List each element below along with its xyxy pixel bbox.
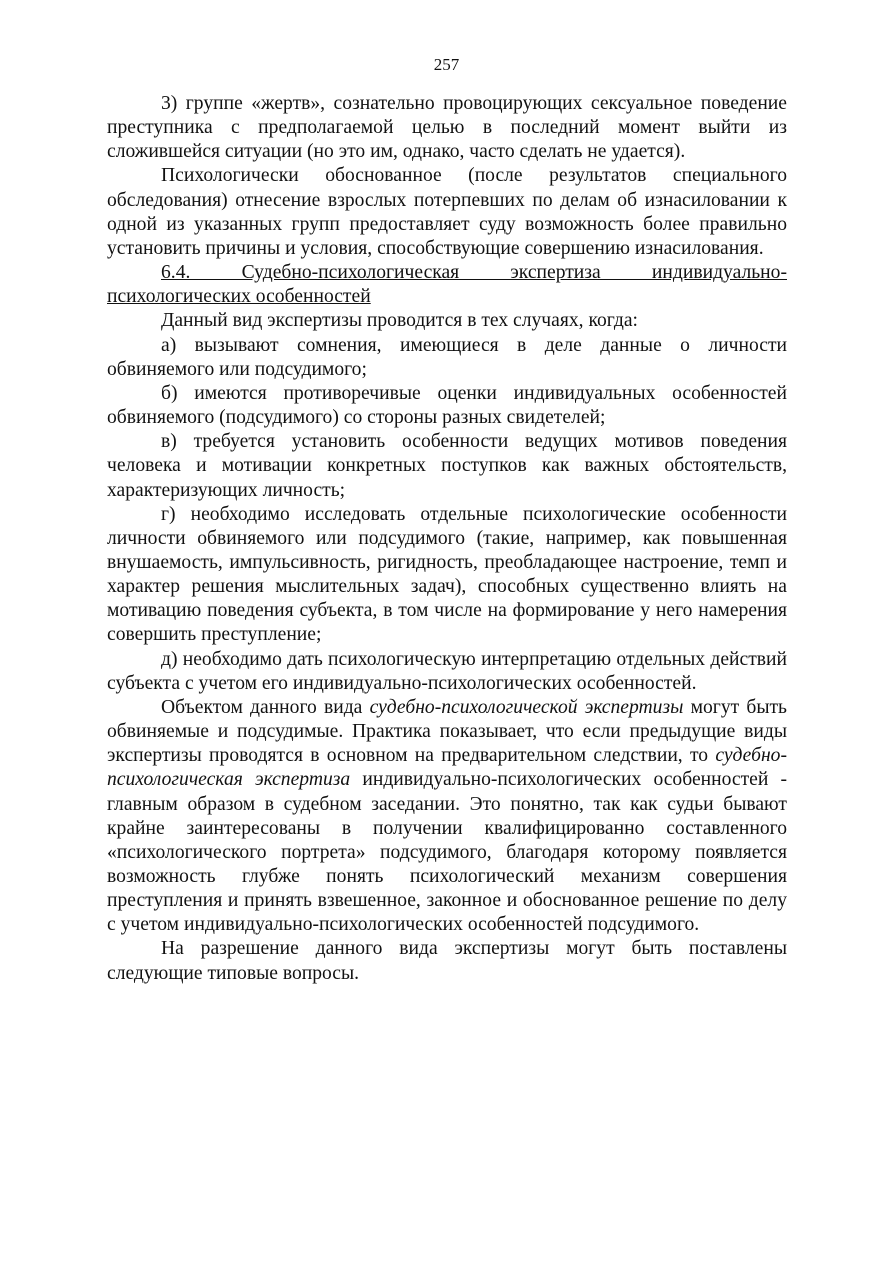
paragraph-case-a: а) вызывают сомнения, имеющиеся в деле данные о личности обвиняемого или подсудимого; (107, 334, 787, 380)
page-body (107, 92, 787, 986)
text-run: индивидуально-психологических особенностей - главным образом в судебном заседании. Это понятно, так как судьи бывают крайне заинтересованы в получении квалифицированно составленного «психологического портрета» подсудимого, благодаря которому появляется возможность глубже понять психологический механизм совершения преступления и принять взвешенное, законное и обоснованное решение по делу с учетом индивидуально-психологических особенностей подсудимого. (107, 769, 788, 936)
section-heading: 6.4. Судебно-психологическая экспертиза индивидуально- (161, 262, 787, 284)
paragraph-cases-intro: Данный вид экспертизы проводится в тех случаях, когда: (161, 310, 638, 332)
paragraph-case-e: д) необходимо дать психологическую интерпретацию отдельных действий субъекта с учетом его индивидуально-психологических особенностей. (107, 648, 787, 694)
section-heading-continued: психологических особенностей (107, 286, 371, 308)
italic-term: судебно-психологической экспертизы (369, 696, 684, 718)
paragraph-object-of-expertise (107, 696, 787, 938)
text-run: могут быть обвиняемые и подсудимые. Практика показывает, что если предыдущие виды экспертизы проводятся в основном на предварительном следствии, то (107, 696, 787, 767)
paragraph-case-c: в) требуется установить особенности ведущих мотивов поведения человека и мотивации конкретных поступков как важных обстоятельств, характеризующих личность; (107, 431, 787, 501)
italic-term: судебно-психологическая экспертиза (107, 745, 787, 791)
paragraph-typical-questions: На разрешение данного вида экспертизы могут быть поставлены следующие типовые вопросы. (107, 938, 787, 984)
text-run: Объектом данного вида (161, 696, 370, 718)
paragraph-classification: Психологически обоснованное (после результатов специального обследования) отнесение взрослых потерпевших по делам об изнасиловании к одной из указанных групп предоставляет суду возможность более правильно установить причины и условия, способствующие совершению изнасилования. (107, 165, 787, 259)
paragraph-case-d: г) необходимо исследовать отдельные психологические особенности личности обвиняемого или подсудимого (такие, например, как повышенная внушаемость, импульсивность, ригидность, преобладающее настроение, темп и характер решения мыслительных задач), способных существенно влиять на мотивацию поведения субъекта, в том числе на формирование у него намерения совершить преступление; (107, 503, 787, 646)
paragraph-victim-group-3: 3) группе «жертв», сознательно провоцирующих сексуальное поведение преступника с предполагаемой целью в последний момент выйти из сложившейся ситуации (но это им, однако, часто сделать не удается). (107, 93, 787, 163)
page-number: 257 (433, 55, 460, 74)
paragraph-case-b: б) имеются противоречивые оценки индивидуальных особенностей обвиняемого (подсудимого) со стороны разных свидетелей; (107, 382, 787, 429)
